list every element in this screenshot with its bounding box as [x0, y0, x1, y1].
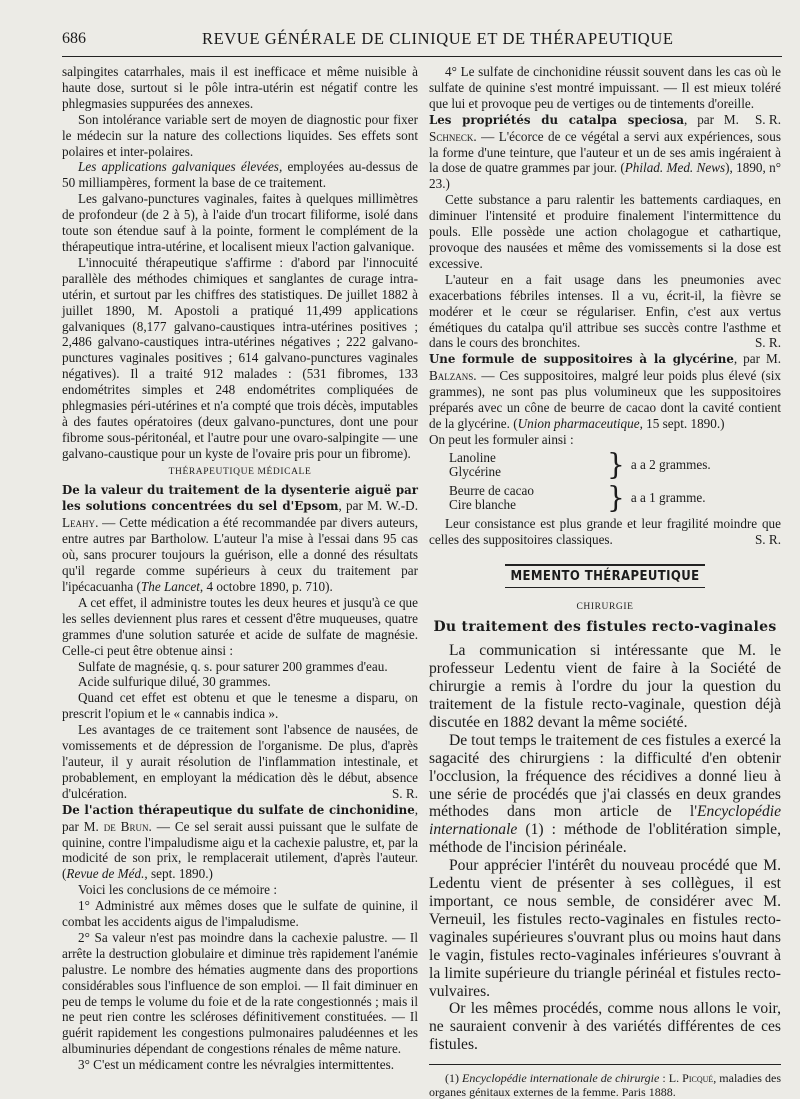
paragraph: Les galvano-punctures vaginales, faites à quelques millimètres de profondeur (de 2 à 5), à l'aide d'un trocart filiforme, isolé dans toute son étendue sauf à la pointe, forment le complément de la thérapeutique intra-utérine, et localisent mieux l'action galvanique.	[62, 191, 418, 254]
author-name: Balzans	[429, 368, 474, 384]
formula-row	[429, 449, 781, 482]
paragraph: On peut les formuler ainsi :	[429, 431, 574, 447]
dose: a a 1 gramme.	[630, 490, 706, 506]
paragraph: salpingites catarrhales, mais il est inefficace et même nuisible à haute dose, surtout si le pôle intra-utérin est négatif contre les phlegmasies suppurées des annexes.	[62, 64, 418, 111]
memento-body	[429, 642, 781, 1054]
paragraph: Or les mêmes procédés, comme nous allons le voir, ne sauraient convenir à des variétés différentes de ces fistules.	[429, 1000, 781, 1054]
article-catalpa	[429, 112, 781, 193]
paragraph: L'innocuité thérapeutique s'affirme : d'abord par l'innocuité parallèle des méthodes chimiques et sanglantes de curage intra-utérin, et surtout par les chiffres des statistiques. De juillet 1882 à juillet 1890, M. Apostoli a pratiqué 11,499 applications galvaniques (8,177 galvano-caustiques intra-utérines positives ; 2,486 galvano-caustiques intra-utérines négatives ; 222 galvano-punctures vaginales positives ; 614 galvano-punctures vaginales négatives). Il a traité 912 malades : (531 fibromes, 133 endométrites simples et 248 endométrites compliquées de phlegmasies péri-utérines et n'a compté que trois décès, imputables à des fautes opératoires (deux galvano-punctures, dont une pour fibrome sous-péritonéal, et l'autre pour une ovaro-salpingite — une galvano-caustique pour un kyste de l'ovaire pris pour un fibrome).	[62, 254, 418, 461]
article-cinchonidine	[62, 802, 418, 883]
paragraph	[429, 732, 781, 857]
journal-name: Revue de Méd.	[66, 866, 145, 882]
paragraph: La communication si intéressante que M. le professeur Ledentu vient de faire à la Société de chirurgie a remis à l'ordre du jour la question du traitement de la fistule recto-vaginale, question déjà discutée en 1882 devant la même société.	[429, 642, 781, 731]
paragraph: Sulfate de magnésie, q. s. pour saturer 200 grammes d'eau.	[78, 658, 388, 674]
text: , 15 sept. 1890.)	[639, 415, 725, 431]
paragraph: 2° Sa valeur n'est pas moindre dans la cachexie palustre. — Il arrête la destruction globulaire et diminue très rapidement l'anémie palustre. Le nombre des hématies augmente dans des proportions considérables sous l'influence de son emploi. — Il fait diminuer en peu de temps le volume du foie et de la rate congestionnés ; mais il ne peut rien contre les scléroses définitivement constituées. — Il guérit rapidement les congestions pulmonaires paludéennes et les albuminuries dépendant de congestions rénales de même nature.	[62, 929, 418, 1057]
text: De tout temps le traitement de ces fistules a exercé la sagacité des chirurgiens : la difficulté d'en obtenir l'occlusion, la fréquence des récidives a donné lieu à une série de procédés que j'ai classés en deux grandes méthodes dans mon article de l'	[429, 731, 781, 821]
footnote	[429, 1071, 781, 1099]
signature: S. R.	[754, 111, 781, 127]
byline: , par M.	[62, 801, 418, 834]
article-dysenterie	[62, 482, 418, 595]
footnote-number: (1)	[445, 1071, 463, 1086]
byline: , par M. W.-D.	[338, 498, 418, 514]
author-name: de Brun	[103, 818, 149, 834]
signature: S. R.	[391, 785, 418, 801]
paragraph: 1° Administré aux mêmes doses que le sulfate de quinine, il combat les accidents aigus de l'impaludisme.	[62, 898, 418, 930]
paragraph: Son intolérance variable sert de moyen de diagnostic pour fixer le médecin sur la nature des collections liquides. Ses effets sont polaires et inter-polaires.	[62, 111, 418, 159]
journal-name: The Lancet	[140, 579, 200, 594]
article-title: Les propriétés du catalpa speciosa	[429, 112, 684, 127]
signature: S. R.	[754, 335, 781, 351]
text: , sept. 1890.)	[144, 866, 213, 882]
article-title: De la valeur du traitement de la dysenterie aiguë par les solutions concentrées du sel d'Epsom	[62, 482, 418, 514]
section-heading: THÉRAPEUTIQUE MÉDICALE	[168, 466, 312, 477]
text: . — Cette médication a été recommandée par divers auteurs, entre autres par Bartholow. L'auteur l'a mise à l'essai dans 95 cas où, sans procurer toujours la guérison, elle a donné des résultats qu'il regarde comme supérieurs à ceux du traitement par l'ipécacuanha (	[62, 515, 418, 594]
article-title: Une formule de suppositoires à la glycérine	[429, 352, 734, 367]
memento-title: MEMENTO THÉRAPEUTIQUE	[505, 564, 705, 589]
paragraph: Voici les conclusions de ce mémoire :	[78, 882, 277, 898]
right-column	[429, 64, 781, 1099]
paragraph: Cette substance a paru ralentir les battements cardiaques, en diminuer l'intensité et produire finalement l'intermittence du pouls. Elle possède une action cholagogue et cathartique, provoque des nausées et même des vomissements si la dose est excessive.	[429, 192, 781, 271]
running-header	[62, 26, 782, 57]
article-suppositoires	[429, 351, 781, 432]
brace-glyph: }	[607, 480, 625, 516]
signature: S. R.	[754, 531, 781, 547]
text: , 4 octobre 1890, p. 710).	[199, 579, 333, 594]
formula-row	[429, 482, 781, 515]
paragraph: Quand cet effet est obtenu et que le tenesme a disparu, on prescrit l'opium et le « cannabis indica ».	[62, 690, 418, 722]
byline: , par M.	[684, 111, 739, 127]
author-name: Picqué	[682, 1071, 714, 1086]
text: . — Ce sel serait aussi puissant que le sulfate de quinine, contre l'impaludisme aigu et la cachexie palustre, et, par la modicité de son prix, le remplacerait utilement, d'après l'auteur. (	[62, 818, 418, 882]
paragraph: Acide sulfurique dilué, 30 grammes.	[78, 674, 271, 690]
dose: a a 2 grammes.	[630, 457, 711, 473]
paragraph: A cet effet, il administre toutes les deux heures et jusqu'à ce que les selles deviennent plus rares et cessent d'être muqueuses, quatre grammes d'une solution saturée et acide de sulfate de magnésie. Celle-ci peut être obtenue ainsi :	[62, 594, 418, 658]
formula	[429, 449, 781, 515]
text: Leur consistance est plus grande et leur fragilité moindre que celles des suppositoires classiques.	[429, 515, 781, 547]
ingredient: Glycérine	[449, 464, 501, 480]
text: employées au-dessus de 50 milliampères, forment la base de ce traitement.	[62, 159, 418, 191]
text: L'auteur en a fait usage dans les pneumonies avec exacerbations fébriles intenses. Il a vu, écrit-il, la fièvre se modérer et le cœur se régulariser. Enfin, c'est aux vertus émétiques du catalpa qu'il attribue ses succès contre l'asthme et dans le cours des bronchites.	[429, 271, 781, 351]
left-column	[62, 64, 418, 1073]
formula-ingredients	[429, 451, 607, 480]
emphasis: Les applications galvaniques élevées,	[78, 159, 283, 175]
paragraph	[62, 722, 418, 802]
text: 4° Le sulfate de cinchonidine réussit souvent dans les cas où le sulfate de quinine s'est montré impuissant. — Il est mieux toléré que lui et provoque peu de vertiges ou de tintements d'oreille.	[429, 64, 781, 111]
journal-name: Philad. Med. News	[624, 160, 726, 176]
ingredient: Cire blanche	[449, 497, 517, 513]
ingredient: Beurre de cacao	[449, 482, 534, 498]
paragraph	[62, 159, 418, 191]
article-title: De l'action thérapeutique du sulfate de cinchonidine	[62, 802, 415, 817]
author-name: Leahy	[62, 515, 96, 531]
article-title: Du traitement des fistules recto-vaginales	[433, 619, 777, 636]
text: . — L'écorce de ce végétal a servi aux expériences, sous la forme d'une teinture, que l'auteur et un de ses amis ingéraient à la dose de quatre grammes par jour. (	[429, 128, 781, 176]
paragraph: 3° C'est un médicament contre les névralgies intermittentes.	[78, 1057, 394, 1073]
paragraph	[429, 516, 781, 548]
footnote-text	[429, 1071, 781, 1099]
text: . — Ces suppositoires, malgré leur poids plus élevé (six grammes), ne sont pas plus volumineux que les suppositoires préparés avec un cône de beurre de cacao dont la cavité contient de la glycérine. (	[429, 368, 781, 431]
text: ), 1890, n° 23.)	[429, 160, 782, 192]
footnote-divider	[429, 1064, 781, 1065]
byline: , par M.	[733, 351, 781, 367]
journal-name: Union pharmaceutique	[517, 415, 640, 431]
emphasis: Encyclopédie internationale	[429, 803, 781, 839]
emphasis: Encyclopédie internationale de chirurgie	[462, 1071, 660, 1086]
brace-glyph: }	[607, 447, 625, 483]
journal-title: REVUE GÉNÉRALE DE CLINIQUE ET DE THÉRAPEUTIQUE	[202, 29, 674, 48]
page-number: 686	[62, 30, 86, 47]
text: : L.	[659, 1071, 683, 1086]
text: (1) : méthode de l'oblitération simple, méthode de l'incision périnéale.	[429, 821, 781, 857]
author-name: Schneck	[429, 128, 474, 144]
text: , maladies des organes génitaux externes de la femme. Paris 1888.	[429, 1071, 781, 1099]
paragraph: Pour apprécier l'intérêt du nouveau procédé que M. Ledentu vient de présenter à ses collègues, il est important, ce nous semble, de considérer avec M. Verneuil, les fistules recto-vaginales en fistules recto-vaginales supérieures s'ouvrant plus ou moins haut dans le vagin, fistules recto-vaginales inférieures s'ouvrant à la limite supérieure du triangle périnéal et fistules recto-vulvaires.	[429, 857, 781, 1000]
paragraph	[429, 272, 781, 352]
text: Les avantages de ce traitement sont l'absence de nausées, de vomissements et de dépression de l'organisme. De plus, d'après l'auteur, il y aurait résolution de l'inflammation intestinale, et probablement, en employant la médication dès le début, absence d'ulcération.	[62, 722, 418, 801]
section-heading: CHIRURGIE	[576, 602, 634, 613]
ingredient: Lanoline	[449, 449, 496, 465]
formula-ingredients	[429, 484, 607, 513]
